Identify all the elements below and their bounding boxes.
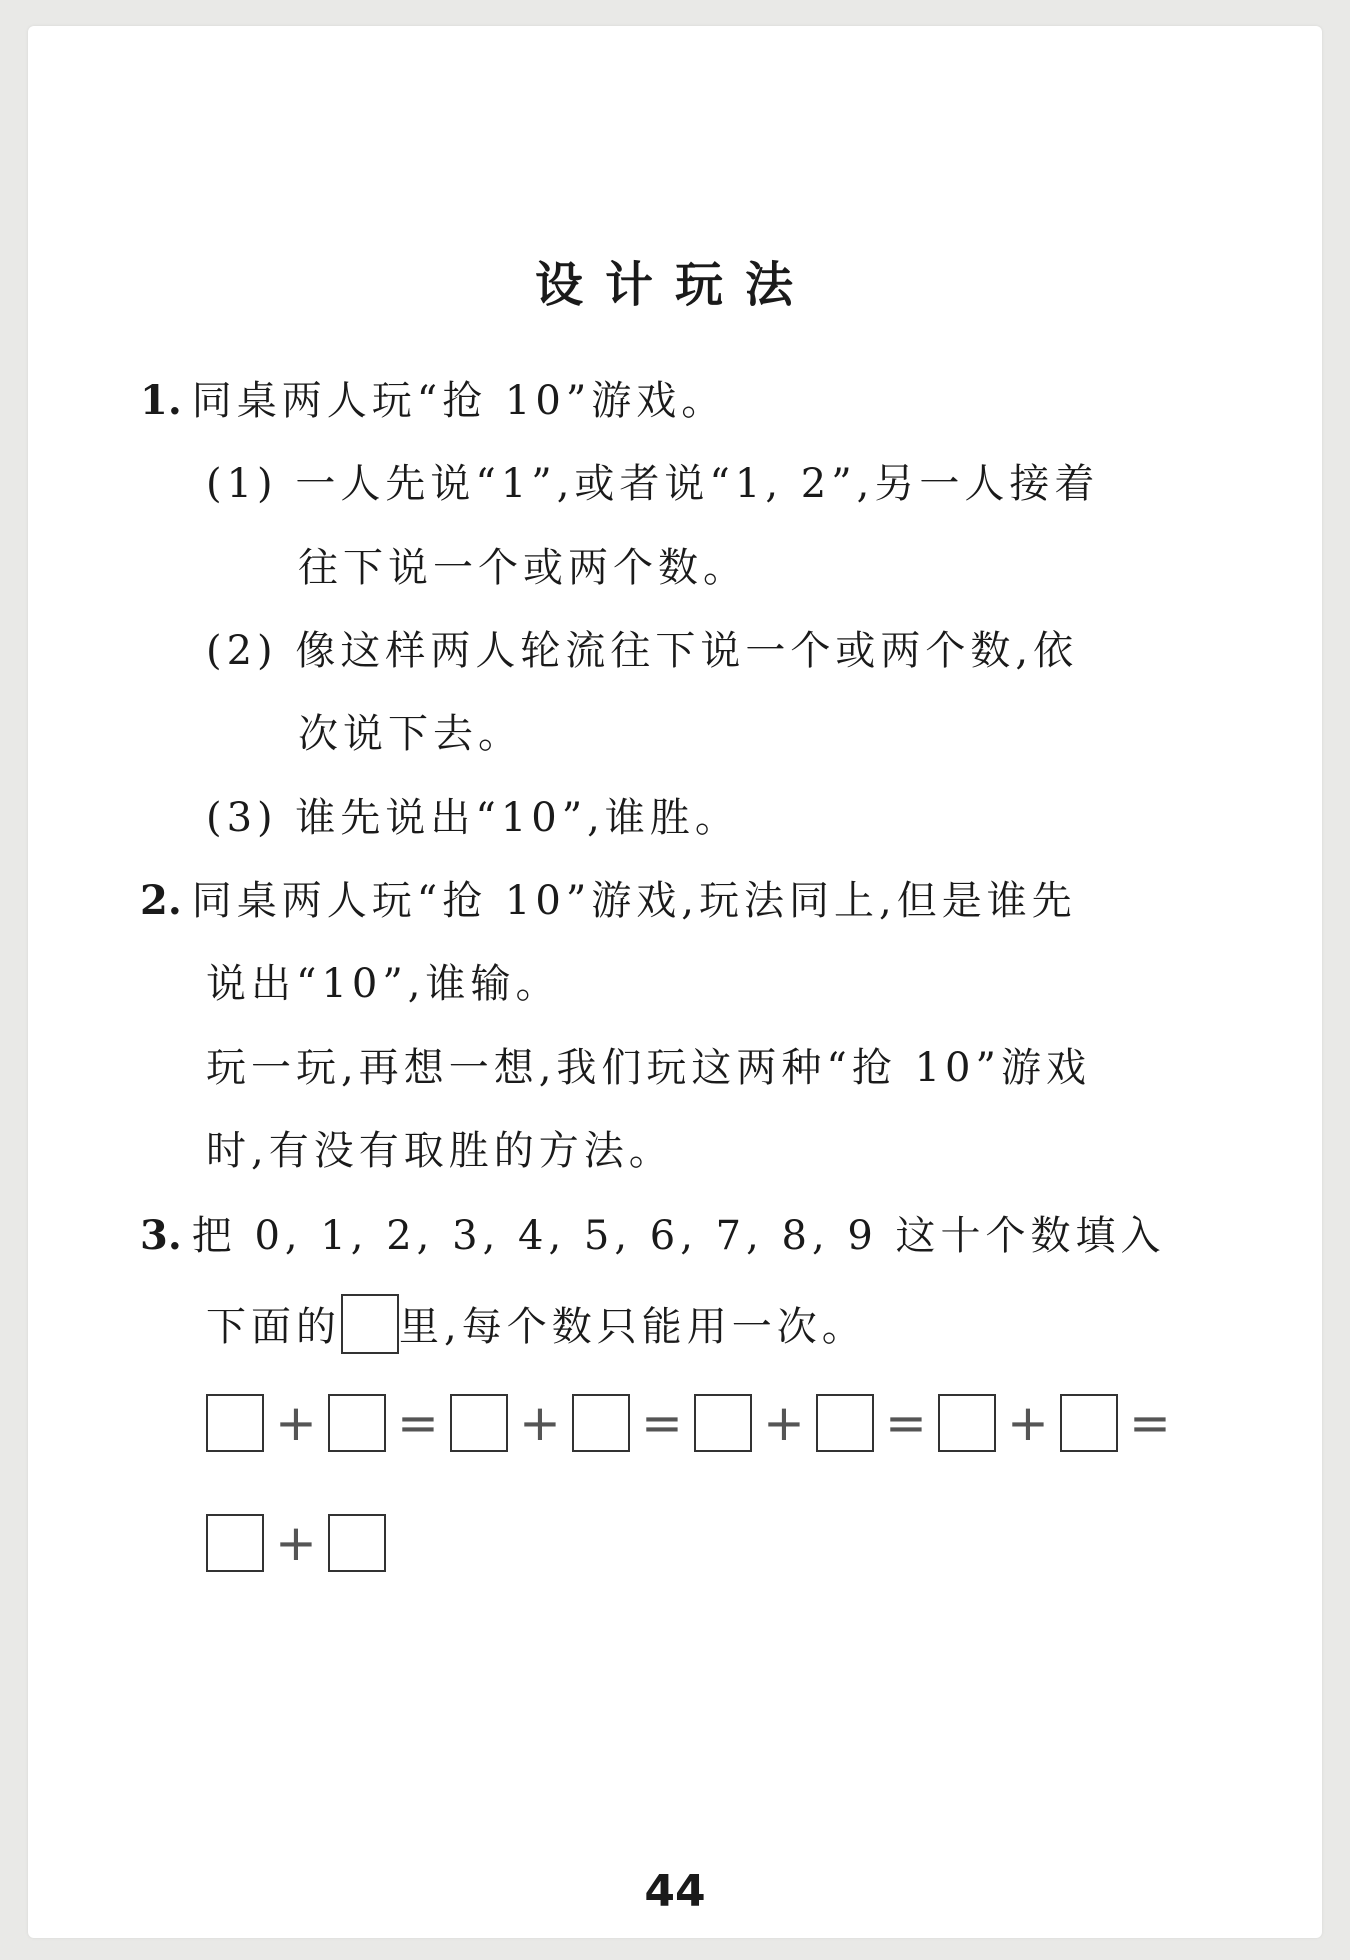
answer-box[interactable]: [816, 1394, 874, 1452]
q3-text-1: 把 0, 1, 2, 3, 4, 5, 6, 7, 8, 9 这十个数填入: [191, 1213, 1166, 1259]
answer-box[interactable]: [450, 1394, 508, 1452]
q1-sub2-line1: (2) 像这样两人轮流往下说一个或两个数,依: [206, 628, 1079, 674]
answer-box[interactable]: [694, 1394, 752, 1452]
q2-line2: 说出“10”,谁输。: [206, 961, 561, 1007]
q3-text-2a: 下面的: [206, 1304, 341, 1350]
q1-sub3: (3) 谁先说出“10”,谁胜。: [206, 795, 740, 841]
equals-sign: =: [885, 1394, 927, 1452]
answer-box[interactable]: [328, 1394, 386, 1452]
q3-text-2b: 里,每个数只能用一次。: [399, 1304, 867, 1350]
q2-line4: 时,有没有取胜的方法。: [206, 1128, 674, 1174]
q1-number: 1.: [140, 377, 182, 424]
answer-box[interactable]: [1060, 1394, 1118, 1452]
page-title: 设计玩法: [534, 257, 815, 313]
q3-number: 3.: [140, 1212, 182, 1259]
equation-row-2: [206, 1514, 386, 1572]
equation-row-1: [206, 1394, 1182, 1452]
q1-sub2-line2: 次说下去。: [298, 711, 523, 757]
answer-box[interactable]: [206, 1514, 264, 1572]
plus-sign: +: [519, 1394, 561, 1452]
q2-text-1: 同桌两人玩“抢 10”游戏,玩法同上,但是谁先: [191, 878, 1077, 924]
workbook-page: [28, 26, 1322, 1938]
q2-line1: [140, 871, 1077, 931]
plus-sign: +: [275, 1514, 317, 1572]
answer-box[interactable]: [572, 1394, 630, 1452]
page-number: 44: [644, 1866, 706, 1917]
q1-sub1-line2: 往下说一个或两个数。: [298, 545, 748, 591]
q3-line1: [140, 1206, 1166, 1266]
example-blank-box: [341, 1294, 399, 1354]
equals-sign: =: [641, 1394, 683, 1452]
q1-line: [140, 371, 726, 431]
answer-box[interactable]: [938, 1394, 996, 1452]
plus-sign: +: [763, 1394, 805, 1452]
q1-sub1-line1: (1) 一人先说“1”,或者说“1, 2”,另一人接着: [206, 461, 1100, 507]
answer-box[interactable]: [328, 1514, 386, 1572]
q2-number: 2.: [140, 877, 182, 924]
equals-sign: =: [1129, 1394, 1171, 1452]
answer-box[interactable]: [206, 1394, 264, 1452]
plus-sign: +: [1007, 1394, 1049, 1452]
q2-line3: 玩一玩,再想一想,我们玩这两种“抢 10”游戏: [206, 1045, 1091, 1091]
q3-line2: [206, 1294, 867, 1357]
equals-sign: =: [397, 1394, 439, 1452]
q1-text: 同桌两人玩“抢 10”游戏。: [191, 378, 727, 424]
plus-sign: +: [275, 1394, 317, 1452]
